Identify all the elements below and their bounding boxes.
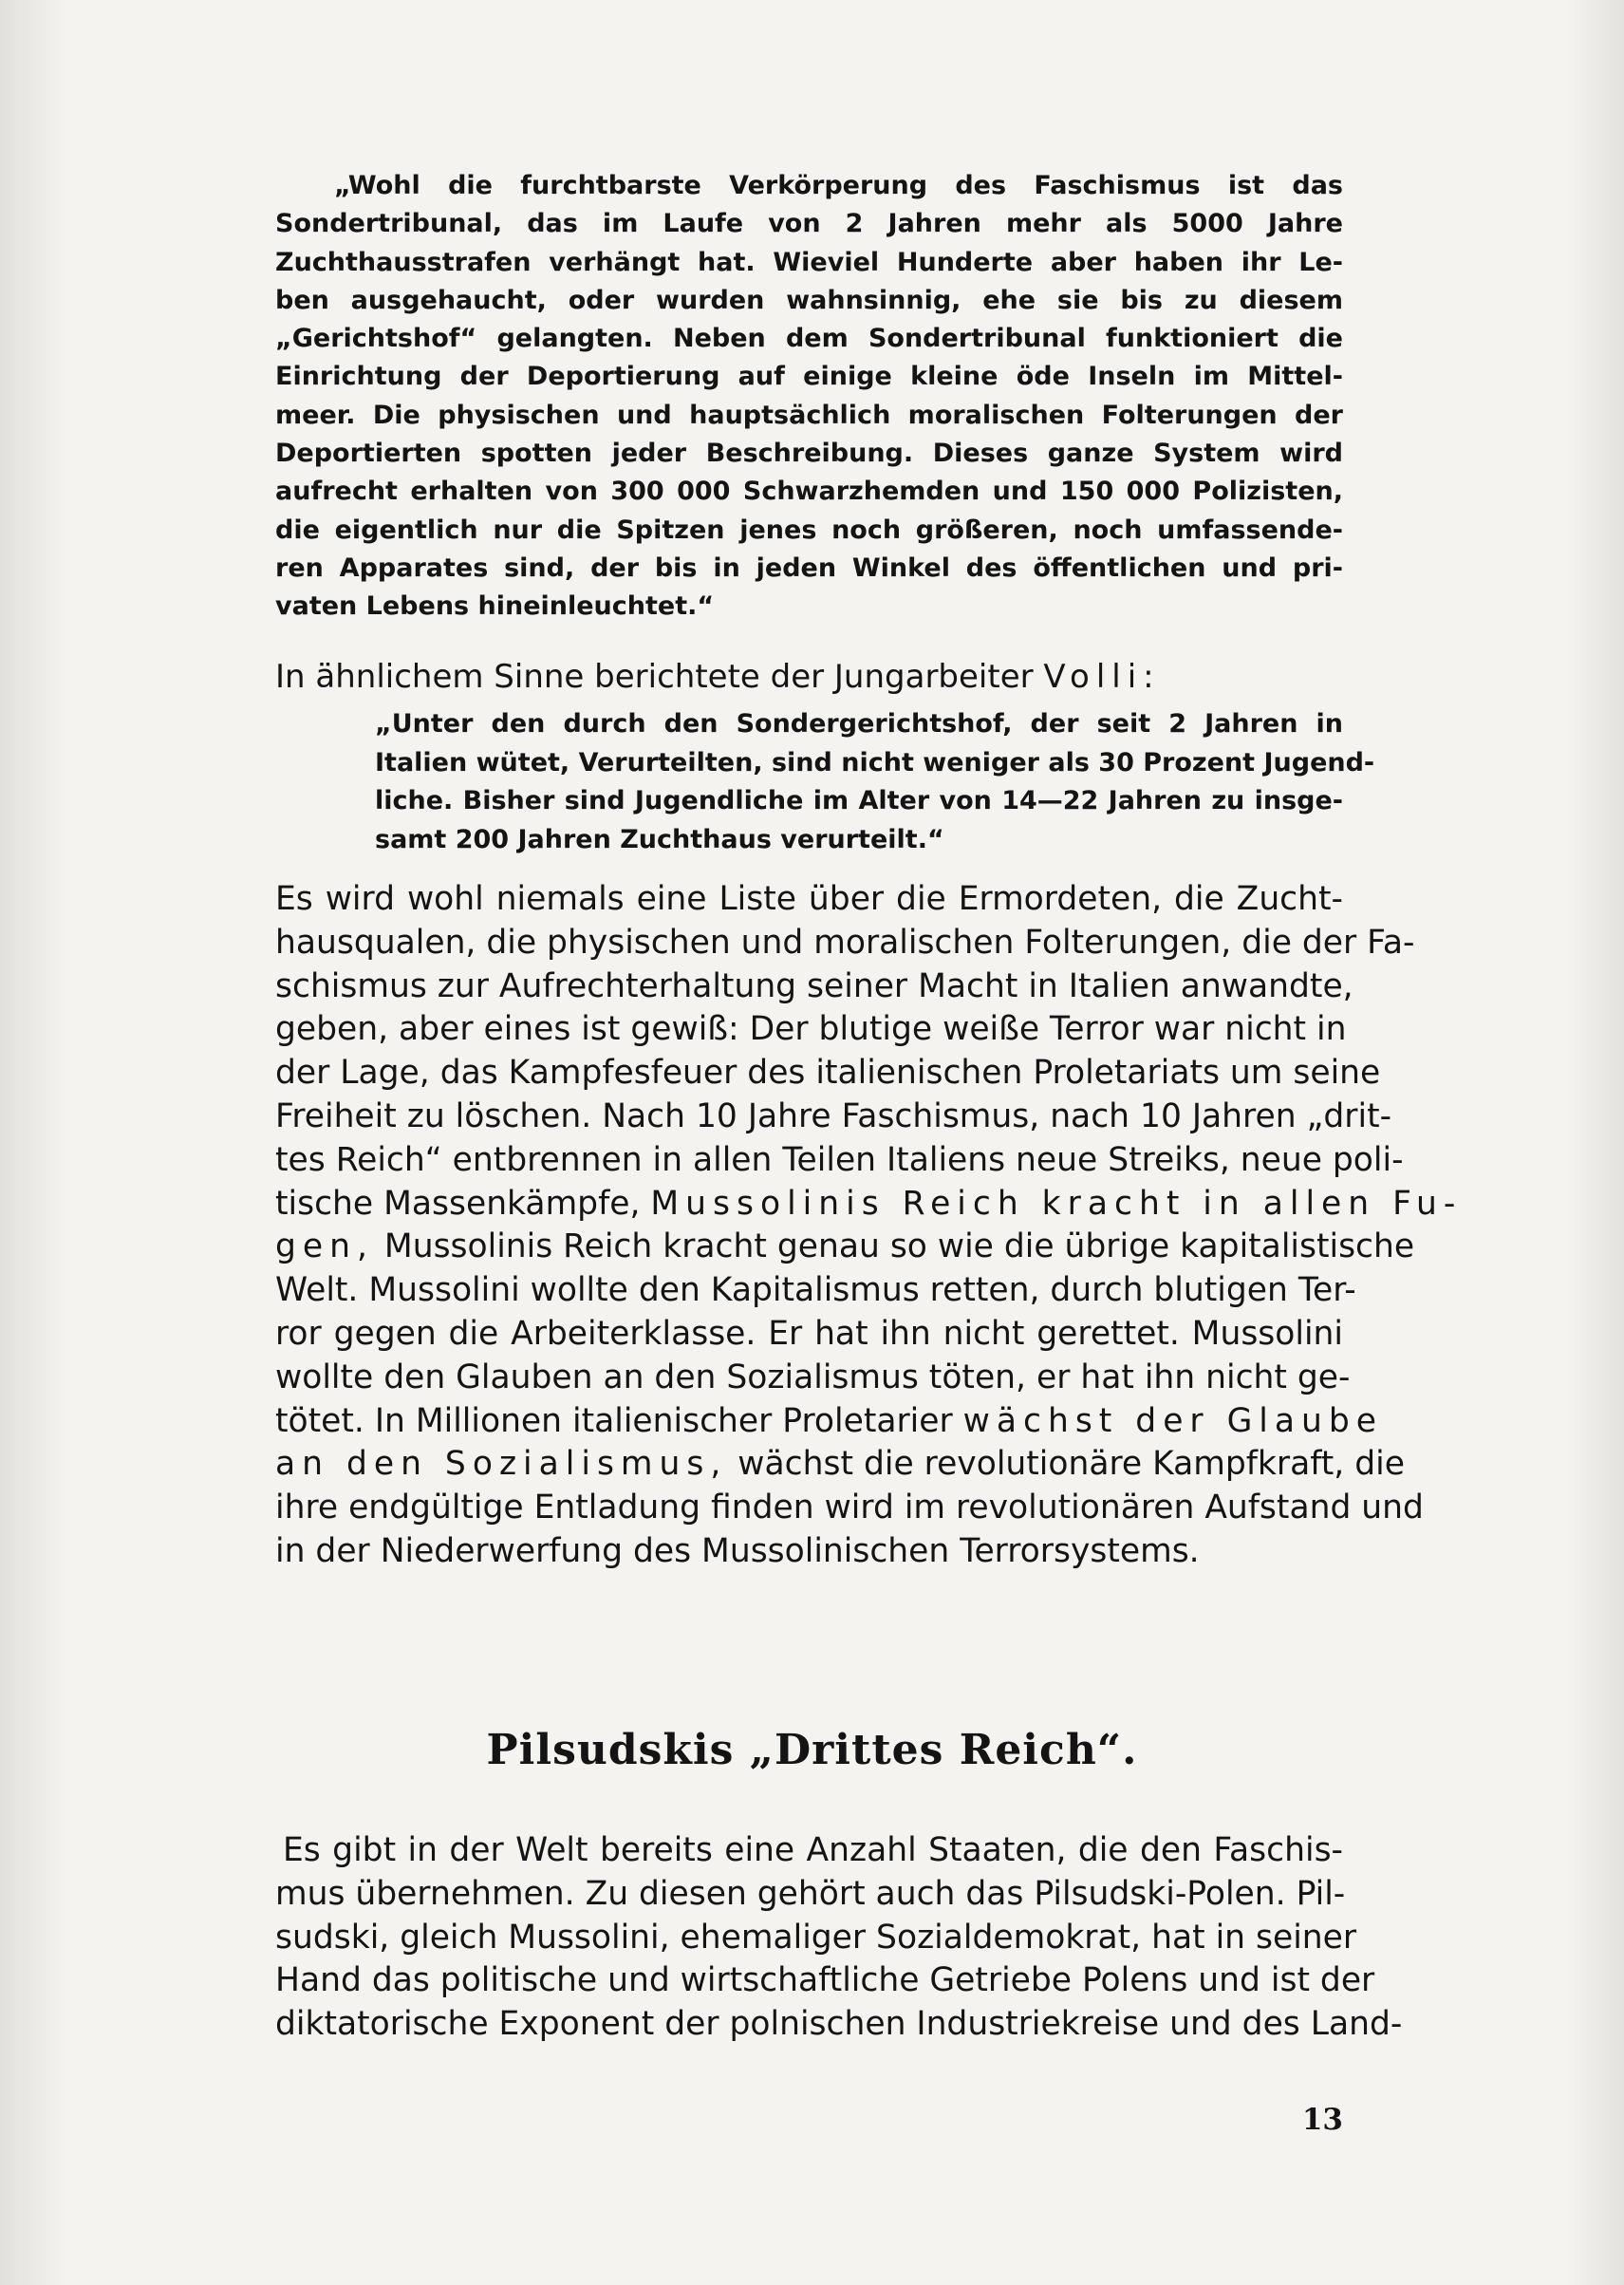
body-text-segment: tische Massenkämpfe, <box>275 1184 651 1223</box>
quote-line: Einrichtung der Deportierung auf einige kleine öde Inseln im Mittel- <box>275 362 1343 392</box>
body-line: sudski, gleich Mussolini, ehemaliger Sozialdemokrat, hat in seiner <box>275 1918 1357 1957</box>
quote-line: „Gerichtshof“ gelangten. Neben dem Sondertribunal funktioniert die <box>275 324 1343 354</box>
section-heading: Pilsudskis „Drittes Reich“. <box>486 1726 1138 1774</box>
quote-line: meer. Die physischen und hauptsächlich moralischen Folterungen der <box>275 400 1343 430</box>
quote-line: samt 200 Jahren Zuchthaus verurteilt.“ <box>375 824 944 854</box>
quote-line: „Wohl die furchtbarste Verkörperung des Faschismus ist das <box>334 171 1343 200</box>
emphasis-spaced: Mussolinis Reich kracht in allen Fu- <box>650 1184 1463 1223</box>
page-shadow-left <box>0 0 66 2285</box>
body-line: Hand das politische und wirtschaftliche Getriebe Polens und ist der <box>275 1961 1375 2000</box>
intro-line <box>275 655 1343 699</box>
body-line: geben, aber eines ist gewiß: Der blutige weiße Terror war nicht in <box>275 1010 1347 1049</box>
body-paragraph <box>275 878 1463 1574</box>
body-line: Freiheit zu löschen. Nach 10 Jahre Faschismus, nach 10 Jahren „drit- <box>275 1096 1392 1135</box>
emphasis-spaced: wächst der Glaube <box>962 1401 1384 1440</box>
quote-line: Zuchthausstrafen verhängt hat. Wieviel Hunderte aber haben ihr Le- <box>275 247 1343 277</box>
quote-line: ren Apparates sind, der bis in jeden Winkel des öffentlichen und pri- <box>275 553 1343 583</box>
quote-line: aufrecht erhalten von 300 000 Schwarzhemden und 150 000 Polizisten, <box>275 477 1343 507</box>
body-line: ror gegen die Arbeiterklasse. Er hat ihn nicht gerettet. Mussolini <box>275 1314 1343 1353</box>
quote-line: liche. Bisher sind Jugendliche im Alter von 14—22 Jahren zu insge- <box>375 786 1343 815</box>
quote-sondertribunal <box>275 167 1343 627</box>
body-line: Es wird wohl niemals eine Liste über die Ermordeten, die Zucht- <box>275 880 1343 918</box>
body-text-segment: Mussolinis Reich kracht genau so wie die übrige kapitalistische <box>373 1227 1415 1266</box>
body-line: diktatorische Exponent der polnischen Industriekreise und des Land- <box>275 2005 1403 2044</box>
quote-line: die eigentlich nur die Spitzen jenes noch größeren, noch umfassende- <box>275 515 1343 545</box>
body-line <box>275 1226 1415 1269</box>
body-line: Welt. Mussolini wollte den Kapitalismus retten, durch blutigen Ter- <box>275 1271 1356 1310</box>
quote-line: ben ausgehaucht, oder wurden wahnsinnig, ehe sie bis zu diesem <box>275 285 1343 315</box>
body-line <box>275 1183 1463 1227</box>
body-line <box>275 1443 1405 1487</box>
quote-line: Italien wütet, Verurteilten, sind nicht weniger als 30 Prozent Jugend- <box>375 747 1375 777</box>
intro-name: Volli: <box>1043 658 1161 696</box>
body-line: mus übernehmen. Zu diesen gehört auch das Pilsudski-Polen. Pil- <box>275 1874 1346 1913</box>
body-line: in der Niederwerfung des Mussolinischen Terrorsystems. <box>275 1531 1200 1570</box>
emphasis-spaced: gen, <box>275 1227 374 1266</box>
body-line: hausqualen, die physischen und moralischen Folterungen, die der Fa- <box>275 923 1415 962</box>
quote-volli <box>275 705 1375 859</box>
body-text-segment: wächst die revolutionäre Kampfkraft, die <box>727 1445 1405 1484</box>
body-line: schismus zur Aufrechterhaltung seiner Macht in Italien anwandte, <box>275 966 1353 1005</box>
quote-line: Deportierten spotten jeder Beschreibung. Dieses ganze System wird <box>275 439 1343 469</box>
body-line <box>275 1400 1384 1444</box>
quote-line: vaten Lebens hineinleuchtet.“ <box>275 591 715 622</box>
body-line: der Lage, das Kampfesfeuer des italienischen Proletariats um seine <box>275 1054 1381 1093</box>
emphasis-spaced: an den Sozialismus, <box>275 1445 728 1484</box>
page-number: 13 <box>1301 2103 1343 2137</box>
body-paragraph-pilsudski <box>275 1829 1403 2047</box>
body-text-segment: tötet. In Millionen italienischer Proletarier <box>275 1401 963 1440</box>
body-line: Es gibt in der Welt bereits eine Anzahl Staaten, die den Faschis- <box>283 1831 1343 1869</box>
quote-line: Sondertribunal, das im Laufe von 2 Jahren mehr als 5000 Jahre <box>275 209 1343 239</box>
body-line: ihre endgültige Entladung finden wird im revolutionären Aufstand und <box>275 1489 1424 1527</box>
page-shadow-right <box>1567 0 1624 2285</box>
body-line: tes Reich“ entbrennen in allen Teilen Italiens neue Streiks, neue poli- <box>275 1140 1404 1179</box>
intro-text: In ähnlichem Sinne berichtete der Jungarbeiter <box>275 658 1044 696</box>
quote-line: „Unter den durch den Sondergerichtshof, der seit 2 Jahren in <box>375 709 1343 739</box>
body-line: wollte den Glauben an den Sozialismus töten, er hat ihn nicht ge- <box>275 1358 1351 1396</box>
